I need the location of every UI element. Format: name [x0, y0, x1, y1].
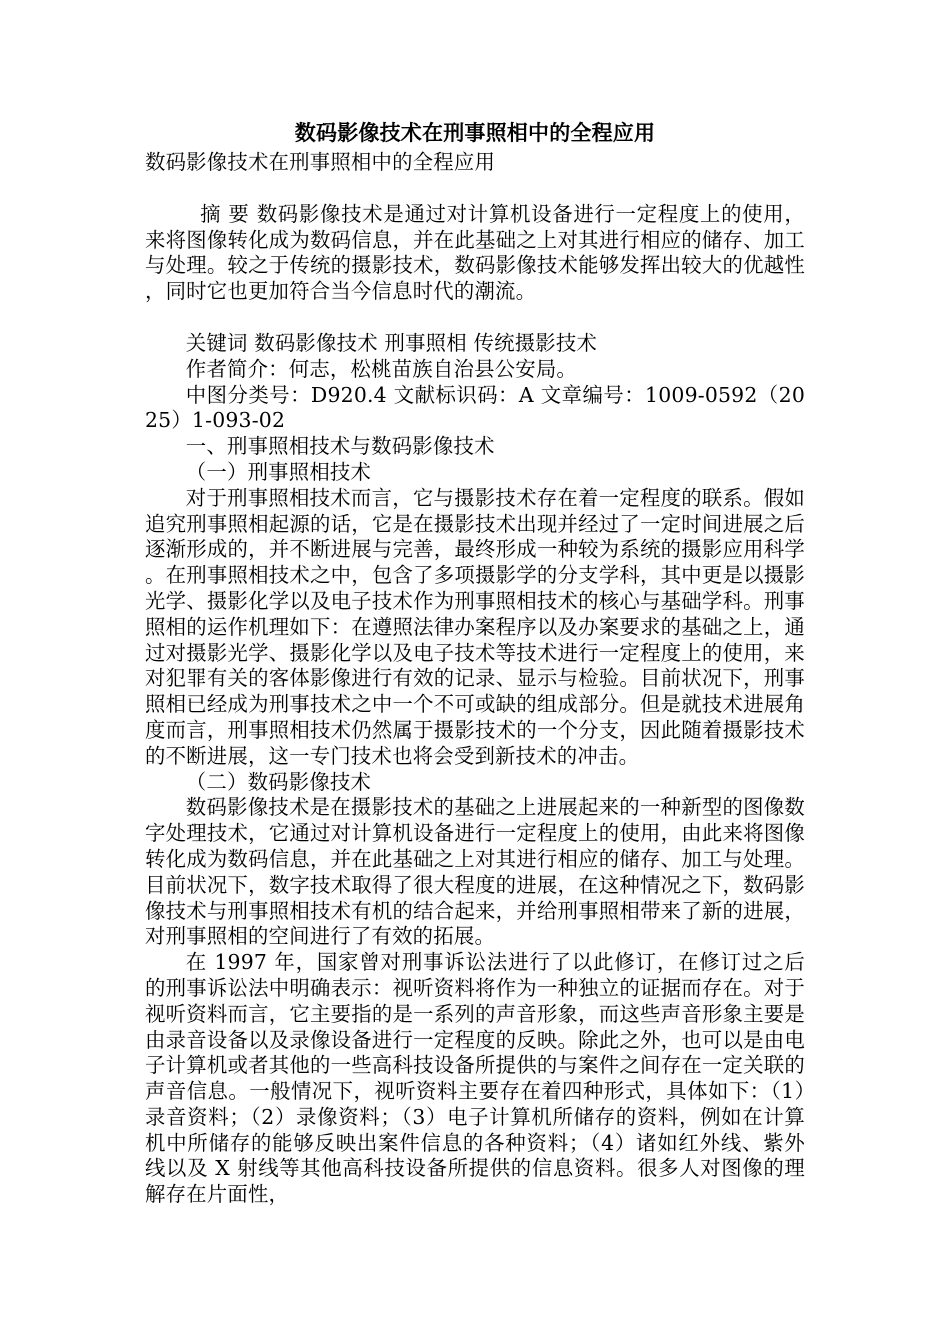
abstract-paragraph [145, 202, 805, 305]
keywords: 关键词 数码影像技术 刑事照相 传统摄影技术 [185, 330, 598, 355]
document-subtitle: 数码影像技术在刑事照相中的全程应用 [145, 150, 496, 174]
author-info: 作者简介：何志，松桃苗族自治县公安局。 [185, 356, 578, 381]
classification-info: 中图分类号：D920.4 文献标识码：A 文章编号：1009-0592（2025）1-093-02 [145, 382, 805, 433]
section-heading-1: 一、刑事照相技术与数码影像技术 [185, 434, 495, 459]
subsection-heading-2: （二）数码影像技术 [185, 769, 372, 794]
spacer [145, 176, 805, 202]
body-paragraph: 数码影像技术是在摄影技术的基础之上进展起来的一种新型的图像数字处理技术，它通过对计算机设备进行一定程度上的使用，由此来将图像转化成为数码信息，并在此基础之上对其进行相应的储存、加工与处理。目前状况下，数字技术取得了很大程度的进展，在这种情况之下，数码影像技术与刑事照相技术有机的结合起来，并给刑事照相带来了新的进展，对刑事照相的空间进行了有效的拓展。 [145, 795, 805, 949]
document-title: 数码影像技术在刑事照相中的全程应用 [294, 120, 656, 145]
abstract-label: 摘 要 [200, 201, 250, 226]
body-paragraph: 在 1997 年，国家曾对刑事诉讼法进行了以此修订，在修订过之后的刑事诉讼法中明确表示：视听资料将作为一种独立的证据而存在。对于视听资料而言，它主要指的是一系列的声音形象，而这些声音形象主要是由录音设备以及录像设备进行一定程度的反映。除此之外，也可以是由电子计算机或者其他的一些高科技设备所提供的与案件之间存在一定关联的声音信息。一般情况下，视听资料主要存在着四种形式，具体如下：（1）录音资料；（2）录像资料；（3）电子计算机所储存的资料，例如在计算机中所储存的能够反映出案件信息的各种资料；（4）诸如红外线、紫外线以及 X 射线等其他高科技设备所提供的信息资料。很多人对图像的理解存在片面性， [145, 950, 805, 1207]
subsection-heading-1: （一）刑事照相技术 [185, 459, 372, 484]
abstract-text: 数码影像技术是通过对计算机设备进行一定程度上的使用，来将图像转化成为数码信息，并在此基础之上对其进行相应的储存、加工与处理。较之于传统的摄影技术，数码影像技术能够发挥出较大的优越性，同时它也更加符合当今信息时代的潮流。 [145, 201, 805, 304]
spacer [145, 305, 805, 331]
document-page [145, 118, 805, 1208]
body-paragraph: 对于刑事照相技术而言，它与摄影技术存在着一定程度的联系。假如追究刑事照相起源的话，它是在摄影技术出现并经过了一定时间进展之后逐渐形成的，并不断进展与完善，最终形成一种较为系统的摄影应用科学。在刑事照相技术之中，包含了多项摄影学的分支学科，其中更是以摄影光学、摄影化学以及电子技术作为刑事照相技术的核心与基础学科。刑事照相的运作机理如下：在遵照法律办案程序以及办案要求的基础之上，通过对摄影光学、摄影化学以及电子技术等技术进行一定程度上的使用，来对犯罪有关的客体影像进行有效的记录、显示与检验。目前状况下，刑事照相已经成为刑事技术之中一个不可或缺的组成部分。但是就技术进展角度而言，刑事照相技术仍然属于摄影技术的一个分支，因此随着摄影技术的不断进展，这一专门技术也将会受到新技术的冲击。 [145, 485, 805, 768]
